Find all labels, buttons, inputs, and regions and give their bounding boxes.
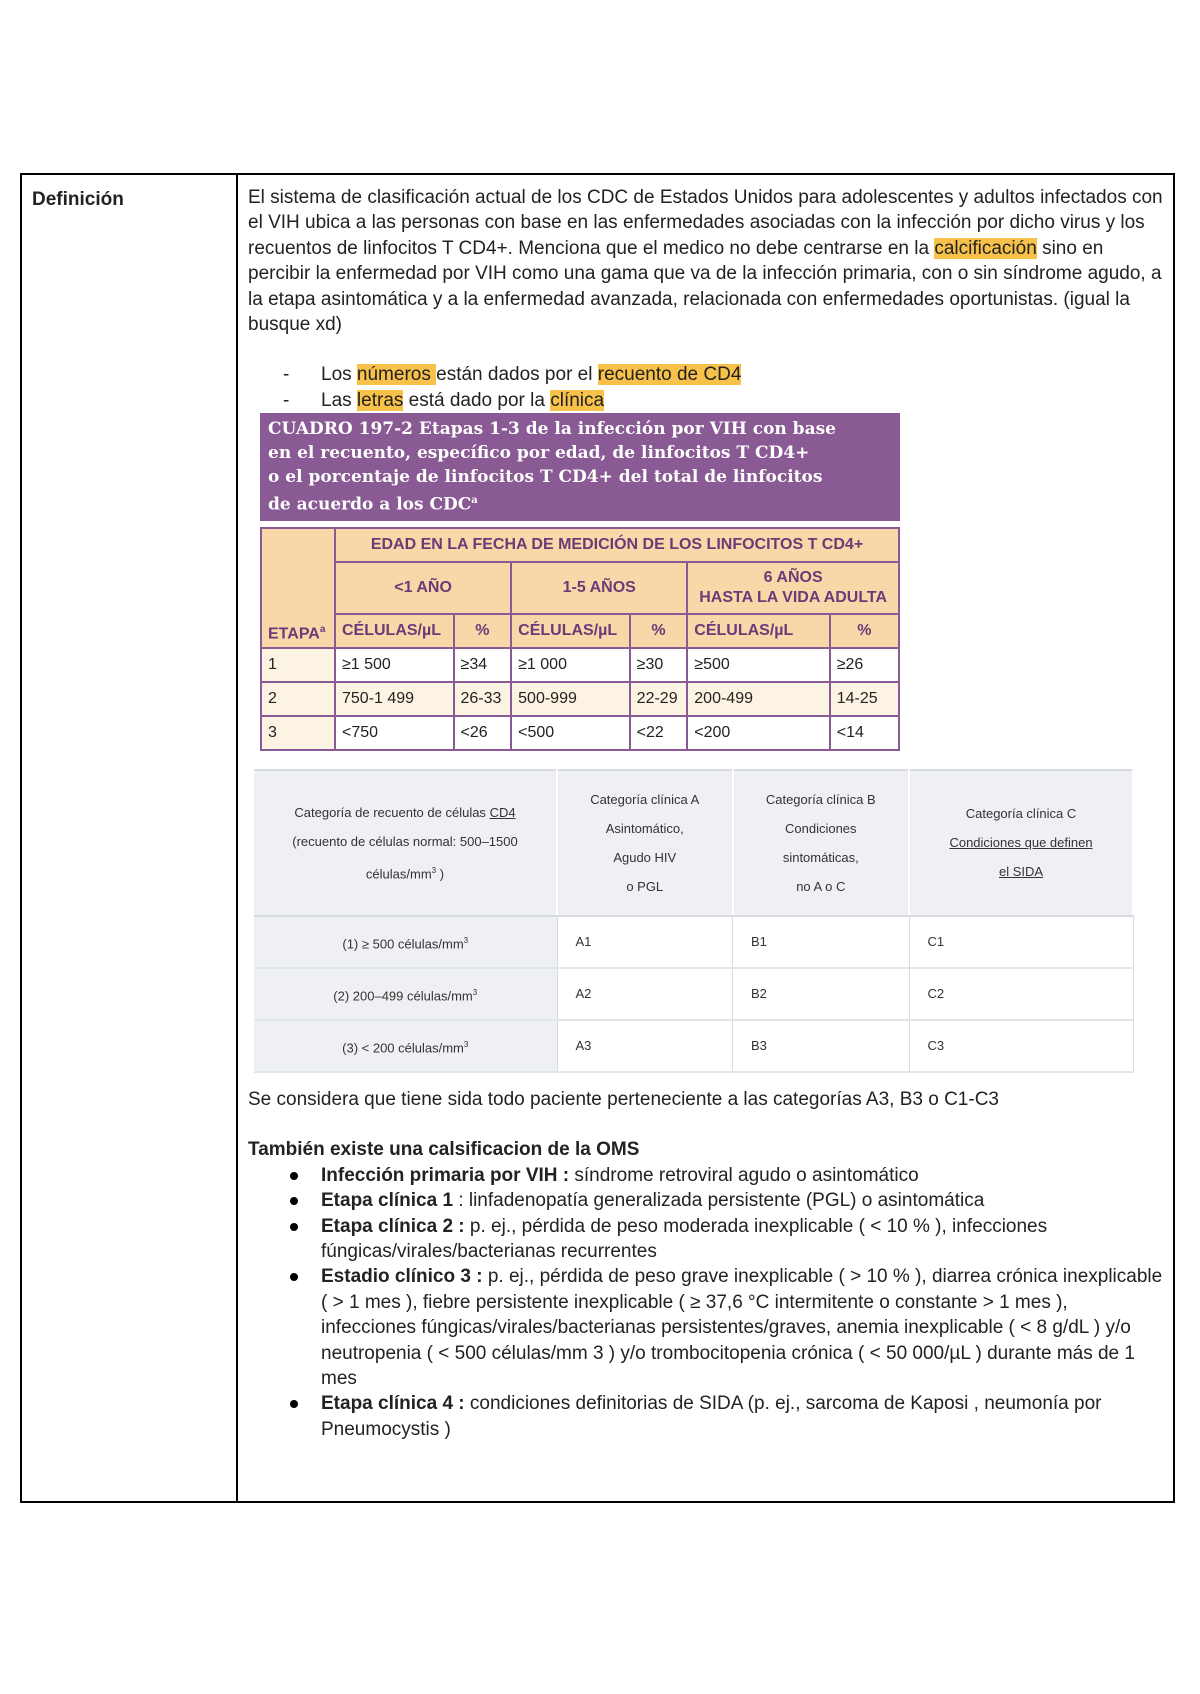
value-cell: 14-25 <box>830 682 899 716</box>
col-cells: CÉLULAS/µL <box>335 614 454 648</box>
dash-text: Las <box>321 389 357 411</box>
age-group-lt1: <1 AÑO <box>335 562 511 614</box>
value-cell: <14 <box>830 716 899 750</box>
table-row <box>254 916 1133 968</box>
oms-title: También existe una calsificacion de la OMS <box>248 1139 640 1161</box>
table-row <box>254 968 1133 1020</box>
dash-highlight: números <box>356 364 437 386</box>
value-cell: <22 <box>630 716 688 750</box>
cd4-category-cell: (1) ≥ 500 células/$mm^3$ <box>254 916 557 968</box>
header-clinical-c: Categoría clínica C Condiciones que definen el SIDA <box>909 770 1133 916</box>
dash-text: Los <box>321 364 357 386</box>
header-cd4-category: Categoría de recuento de células CD4 (recuento de células normal: 500–1500 células/$mm^3$ ) <box>254 770 557 916</box>
cuadro-title <box>260 413 900 521</box>
stage-cell: 1 <box>261 648 335 682</box>
value-cell: <200 <box>687 716 829 750</box>
table-row <box>261 648 899 682</box>
category-c-cell: C1 <box>909 916 1133 968</box>
sida-paragraph: Se considera que tiene sida todo paciente perteneciente a las categorías A3, B3 o C1-C3 <box>248 1088 999 1110</box>
clinical-category-table <box>254 769 1134 1073</box>
intro-tail: sino en percibir la enfermedad por VIH como una gama que va de la infección primaria, con o sin síndrome agudo, a la etapa asintomática y a la enfermedad avanzada, relacionada con enfermedades oportunistas. (igual la busque xd) <box>248 237 1162 336</box>
category-a-cell: A2 <box>557 968 733 1020</box>
value-cell: 22-29 <box>630 682 688 716</box>
intro-text: El sistema de clasificación actual de los CDC de Estados Unidos para adolescentes y adultos infectados con el VIH ubica a las personas con base en las enfermedades asociadas con la infección por dicho virus y los recuentos de linfocitos T CD4+. Menciona que el medico no debe centrarse en la <box>248 187 1163 259</box>
cd4-category-cell: (3) < 200 células/$mm^3$ <box>254 1020 557 1072</box>
value-cell: <26 <box>454 716 512 750</box>
category-a-cell: A3 <box>557 1020 733 1072</box>
cuadro-title-line: de acuerdo a los CDC$^a$ <box>268 494 478 515</box>
dash-highlight: clínica <box>550 389 605 411</box>
value-cell: 750-1 499 <box>335 682 454 716</box>
table-row <box>261 682 899 716</box>
list-item: Etapa clínica 2 : p. ej., pérdida de peso moderada inexplicable ( < 10 % ), infecciones fúngicas/virales/bacterianas recurrentes <box>248 1214 1163 1265</box>
value-cell: ≥500 <box>687 648 829 682</box>
dash-text: están dados por el <box>436 364 598 386</box>
label-cell <box>22 175 238 1501</box>
oms-list <box>248 1163 1163 1442</box>
definition-label: Definición <box>32 189 124 210</box>
value-cell: 26-33 <box>454 682 512 716</box>
stage-header: ETAPA$^a$ <box>261 528 335 648</box>
dash-item-letters <box>248 388 1163 413</box>
value-cell: ≥26 <box>830 648 899 682</box>
value-cell: <750 <box>335 716 454 750</box>
value-cell: ≥34 <box>454 648 512 682</box>
stage-cell: 2 <box>261 682 335 716</box>
category-b-cell: B2 <box>733 968 910 1020</box>
cuadro-title-line: o el porcentaje de linfocitos T CD4+ del total de linfocitos <box>268 467 823 488</box>
value-cell: ≥1 000 <box>511 648 630 682</box>
intro-paragraph <box>248 185 1163 337</box>
stage-cell: 3 <box>261 716 335 750</box>
value-cell: 500-999 <box>511 682 630 716</box>
category-c-cell: C3 <box>909 1020 1133 1072</box>
category-a-cell: A1 <box>557 916 733 968</box>
dash-list <box>248 362 1163 413</box>
dash-highlight: recuento de CD4 <box>597 364 742 386</box>
dash-item-numbers <box>248 362 1163 387</box>
cuadro-title-sup: a <box>471 495 478 507</box>
list-item: Estadio clínico 3 : p. ej., pérdida de peso grave inexplicable ( > 10 % ), diarrea crónica inexplicable ( > 1 mes ), fiebre persistente inexplicable ( ≥ 37,6 °C intermitente o constante > 1 mes ), infecciones fúngicas/virales/bacterianas persistentes/graves, anemia inexplicable ( < 8 g/dL ) y/o neutropenia ( < 500 células/mm 3 ) y/o trombocitopenia crónica ( < 50 000/µL ) durante más de 1 mes <box>248 1264 1163 1391</box>
col-cells: CÉLULAS/µL <box>511 614 630 648</box>
dash-highlight: letras <box>356 389 404 411</box>
intro-highlight: calcificación <box>934 237 1037 259</box>
content-cell <box>238 175 1173 1501</box>
cuadro-table <box>260 527 900 751</box>
category-b-cell: B1 <box>733 916 910 968</box>
age-group-6plus: 6 AÑOS HASTA LA VIDA ADULTA <box>687 562 899 614</box>
list-item: Etapa clínica 1 : linfadenopatía generalizada persistente (PGL) o asintomática <box>248 1188 1163 1213</box>
age-header: EDAD EN LA FECHA DE MEDICIÓN DE LOS LINFOCITOS T CD4+ <box>335 528 899 562</box>
age-group-1-5: 1-5 AÑOS <box>511 562 687 614</box>
value-cell: ≥1 500 <box>335 648 454 682</box>
category-b-cell: B3 <box>733 1020 910 1072</box>
category-c-cell: C2 <box>909 968 1133 1020</box>
header-clinical-a: Categoría clínica A Asintomático, Agudo HIV o PGL <box>557 770 733 916</box>
col-pct: % <box>454 614 512 648</box>
col-pct: % <box>830 614 899 648</box>
col-cells: CÉLULAS/µL <box>687 614 829 648</box>
definition-table <box>20 173 1175 1503</box>
dash-text: está dado por la <box>403 389 551 411</box>
table-row <box>261 716 899 750</box>
list-item: Infección primaria por VIH : síndrome retroviral agudo o asintomático <box>248 1163 1163 1188</box>
cd4-category-cell: (2) 200–499 células/$mm^3$ <box>254 968 557 1020</box>
value-cell: 200-499 <box>687 682 829 716</box>
col-pct: % <box>630 614 688 648</box>
cuadro-title-line: en el recuento, específico por edad, de linfocitos T CD4+ <box>268 443 810 464</box>
cuadro-title-line: CUADRO 197-2 Etapas 1-3 de la infección por VIH con base <box>268 419 836 440</box>
list-item: Etapa clínica 4 : condiciones definitorias de SIDA (p. ej., sarcoma de Kaposi , neumonía por Pneumocystis ) <box>248 1391 1163 1442</box>
table-row <box>254 1020 1133 1072</box>
value-cell: ≥30 <box>630 648 688 682</box>
value-cell: <500 <box>511 716 630 750</box>
header-clinical-b: Categoría clínica B Condiciones sintomáticas, no A o C <box>733 770 910 916</box>
